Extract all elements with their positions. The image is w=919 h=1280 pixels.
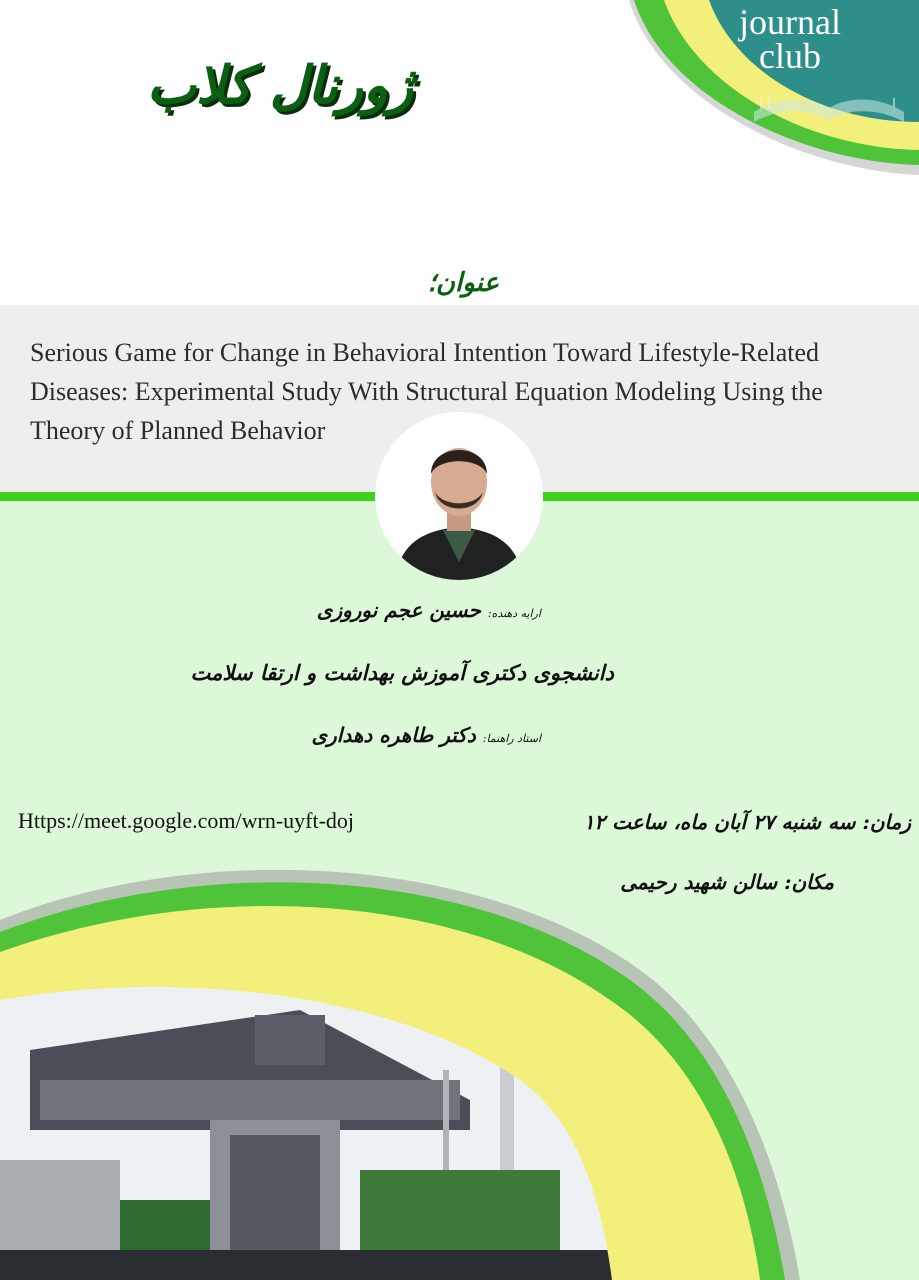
advisor-line <box>311 723 541 747</box>
advisor-name: دکتر طاهره دهداری <box>311 723 476 747</box>
university-building-image <box>0 960 620 1280</box>
place-label: مکان: <box>784 870 834 894</box>
presenter-name: حسین عجم نوروزی <box>316 598 481 622</box>
talk-title: Serious Game for Change in Behavioral Intention Toward Lifestyle-Related Diseases: Experimental Study With Structural Equation Modeling Using the Theory of Planned Behavior <box>30 338 823 445</box>
time-label: زمان: <box>862 810 911 834</box>
meeting-link[interactable]: Https://meet.google.com/wrn-uyft-doj <box>18 808 355 833</box>
presenter-affiliation: دانشجوی دکتری آموزش بهداشت و ارتقا سلامت <box>190 660 614 685</box>
presenter-role-label: ارایه دهنده: <box>487 607 541 620</box>
logo-line2: club <box>759 36 821 76</box>
logo-line1: journal <box>739 2 841 42</box>
presenter-line <box>317 598 541 622</box>
page-title: ژورنال کلاب <box>146 55 414 116</box>
title-label: عنوان؛ <box>427 268 499 298</box>
time-line <box>584 810 911 834</box>
presenter-photo <box>375 412 543 580</box>
time-value: سه شنبه ۲۷ آبان ماه، ساعت ۱۲ <box>583 810 856 834</box>
journal-club-logo <box>710 2 870 76</box>
advisor-label: استاد راهنما: <box>482 732 541 745</box>
place-value: سالن شهید رحیمی <box>620 870 778 894</box>
